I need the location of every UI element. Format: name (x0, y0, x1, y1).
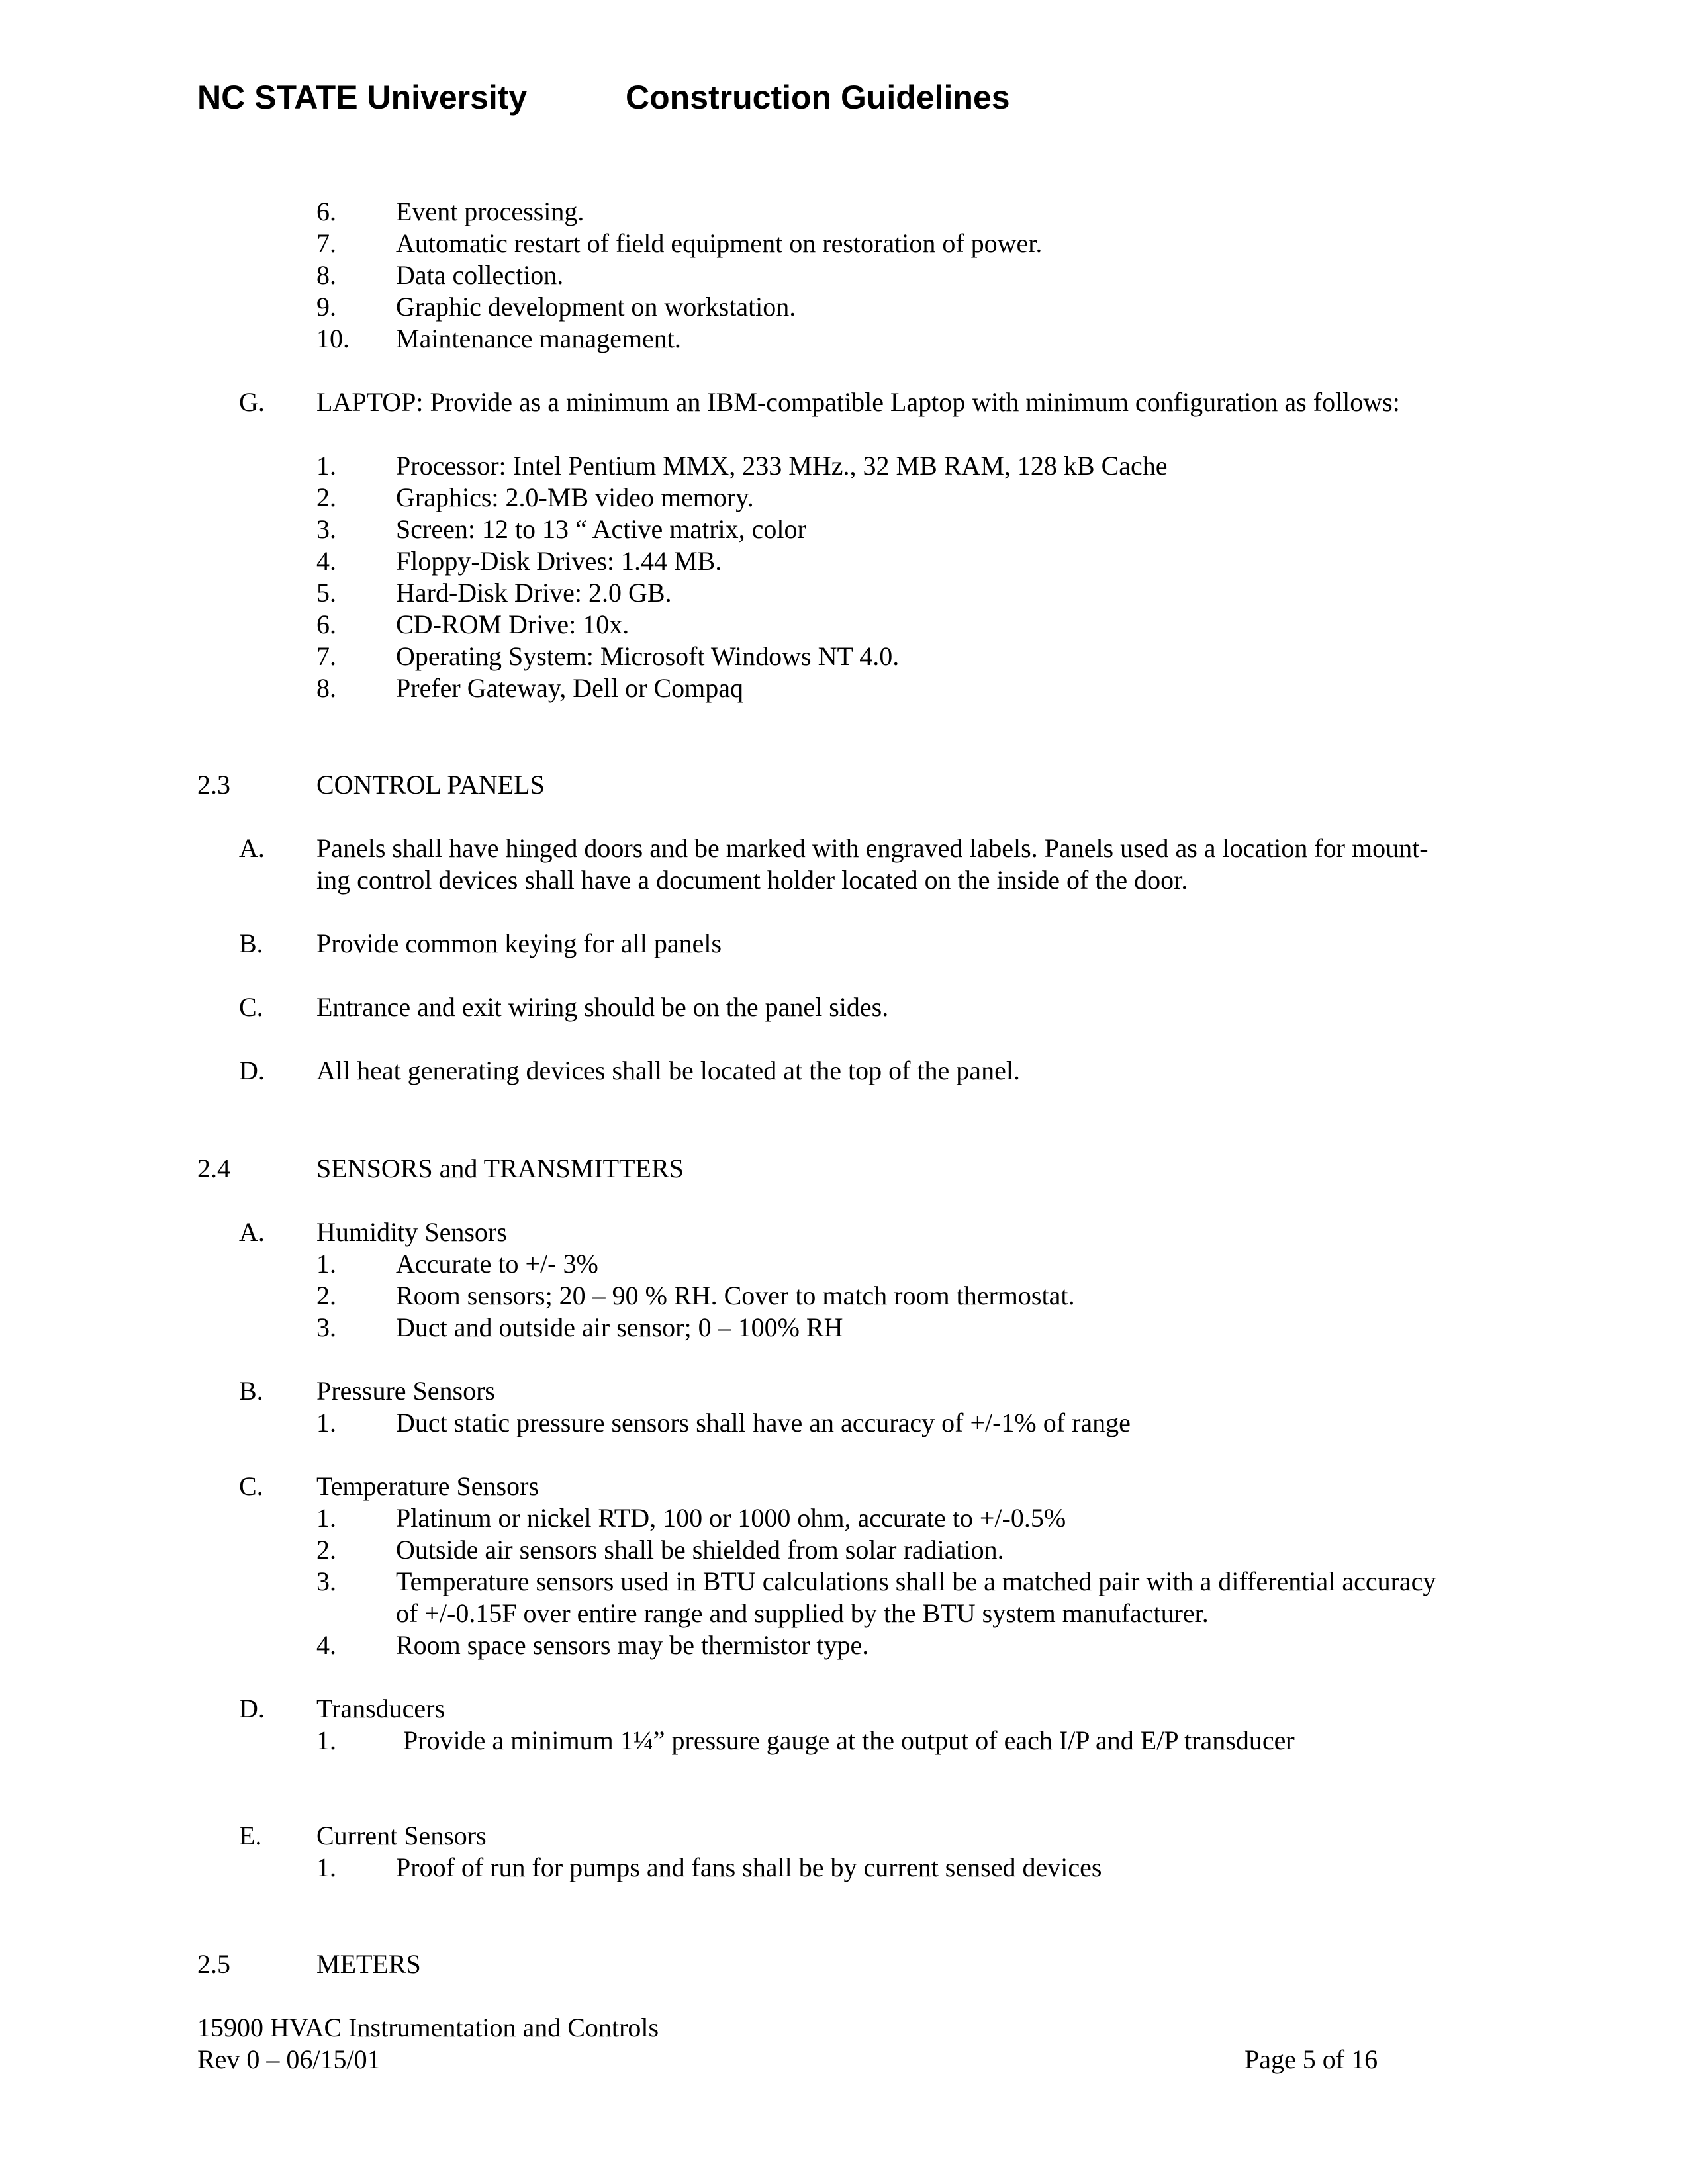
subsection-title: Pressure Sensors (316, 1376, 495, 1406)
list-number: 4. (316, 546, 336, 576)
list-item: Hard-Disk Drive: 2.0 GB. (396, 578, 672, 608)
list-number: 8. (316, 673, 336, 703)
list-number: 5. (316, 578, 336, 608)
list-number: 3. (316, 514, 336, 544)
paragraph-letter: C. (239, 992, 263, 1022)
list-number: 4. (316, 1630, 336, 1660)
list-number: 6. (316, 610, 336, 639)
paragraph-text: Entrance and exit wiring should be on the panel sides. (316, 992, 889, 1022)
paragraph-letter: C. (239, 1471, 263, 1501)
list-item: Room space sensors may be thermistor type. (396, 1630, 869, 1660)
page-number: Page 5 of 16 (1244, 2044, 1378, 2074)
university-name: NC STATE University (197, 79, 528, 116)
list-number: 6. (316, 197, 336, 226)
paragraph-letter: B. (239, 1376, 263, 1406)
list-item: Platinum or nickel RTD, 100 or 1000 ohm, accurate to +/-0.5% (396, 1503, 1066, 1533)
paragraph-letter: D. (239, 1056, 265, 1085)
list-item: Data collection. (396, 260, 564, 290)
paragraph-text: LAPTOP: Provide as a minimum an IBM-compatible Laptop with minimum configuration as follows: (316, 387, 1400, 417)
list-item: Screen: 12 to 13 “ Active matrix, color (396, 514, 806, 544)
list-item: Operating System: Microsoft Windows NT 4.0. (396, 641, 900, 671)
list-item: Event processing. (396, 197, 585, 226)
paragraph-letter: G. (239, 387, 265, 417)
list-number: 1. (316, 1503, 336, 1533)
subsection-title: Humidity Sensors (316, 1217, 507, 1247)
list-item: Accurate to +/- 3% (396, 1249, 598, 1279)
list-item: Temperature sensors used in BTU calculations shall be a matched pair with a differential accuracy (396, 1567, 1436, 1596)
section-number: 2.5 (197, 1949, 230, 1979)
list-item: Maintenance management. (396, 324, 681, 353)
paragraph-letter: A. (239, 1217, 265, 1247)
subsection-title: Temperature Sensors (316, 1471, 539, 1501)
list-item: CD-ROM Drive: 10x. (396, 610, 630, 639)
list-item: Room sensors; 20 – 90 % RH. Cover to match room thermostat. (396, 1281, 1075, 1310)
section-number: 2.4 (197, 1154, 230, 1183)
subsection-title: Current Sensors (316, 1821, 487, 1850)
list-number: 3. (316, 1312, 336, 1342)
list-number: 7. (316, 228, 336, 258)
paragraph-letter: D. (239, 1694, 265, 1723)
list-item: Proof of run for pumps and fans shall be by current sensed devices (396, 1852, 1102, 1882)
list-item: of +/-0.15F over entire range and supplied by the BTU system manufacturer. (396, 1598, 1209, 1628)
list-item: Prefer Gateway, Dell or Compaq (396, 673, 743, 703)
list-item: Graphics: 2.0-MB video memory. (396, 482, 754, 512)
list-number: 2. (316, 1535, 336, 1565)
list-number: 2. (316, 482, 336, 512)
footer-revision: Rev 0 – 06/15/01 (197, 2044, 381, 2074)
footer-document-name: 15900 HVAC Instrumentation and Controls (197, 2013, 659, 2042)
paragraph-letter: B. (239, 929, 263, 958)
section-heading: SENSORS and TRANSMITTERS (316, 1154, 684, 1183)
paragraph-letter: A. (239, 833, 265, 863)
list-number: 1. (316, 1852, 336, 1882)
list-item: Processor: Intel Pentium MMX, 233 MHz., 32 MB RAM, 128 kB Cache (396, 451, 1168, 480)
paragraph-letter: E. (239, 1821, 262, 1850)
list-item: Graphic development on workstation. (396, 292, 796, 322)
paragraph-text: Provide common keying for all panels (316, 929, 722, 958)
list-number: 3. (316, 1567, 336, 1596)
list-item: Duct and outside air sensor; 0 – 100% RH (396, 1312, 843, 1342)
list-number: 1. (316, 1725, 336, 1755)
list-item: Floppy-Disk Drives: 1.44 MB. (396, 546, 722, 576)
paragraph-text: All heat generating devices shall be located at the top of the panel. (316, 1056, 1020, 1085)
section-number: 2.3 (197, 770, 230, 799)
list-number: 8. (316, 260, 336, 290)
list-number: 2. (316, 1281, 336, 1310)
list-item: Outside air sensors shall be shielded from solar radiation. (396, 1535, 1004, 1565)
list-item: Provide a minimum 1¼” pressure gauge at the output of each I/P and E/P transducer (403, 1725, 1295, 1755)
section-heading: METERS (316, 1949, 421, 1979)
list-item: Automatic restart of field equipment on restoration of power. (396, 228, 1043, 258)
list-number: 1. (316, 451, 336, 480)
document-title: Construction Guidelines (626, 79, 1010, 116)
list-number: 1. (316, 1249, 336, 1279)
list-number: 7. (316, 641, 336, 671)
list-number: 9. (316, 292, 336, 322)
subsection-title: Transducers (316, 1694, 445, 1723)
paragraph-text: Panels shall have hinged doors and be marked with engraved labels. Panels used as a location for mount- (316, 833, 1429, 863)
paragraph-text: ing control devices shall have a document holder located on the inside of the door. (316, 865, 1188, 895)
list-item: Duct static pressure sensors shall have an accuracy of +/-1% of range (396, 1408, 1131, 1437)
list-number: 1. (316, 1408, 336, 1437)
list-number: 10. (316, 324, 350, 353)
section-heading: CONTROL PANELS (316, 770, 545, 799)
